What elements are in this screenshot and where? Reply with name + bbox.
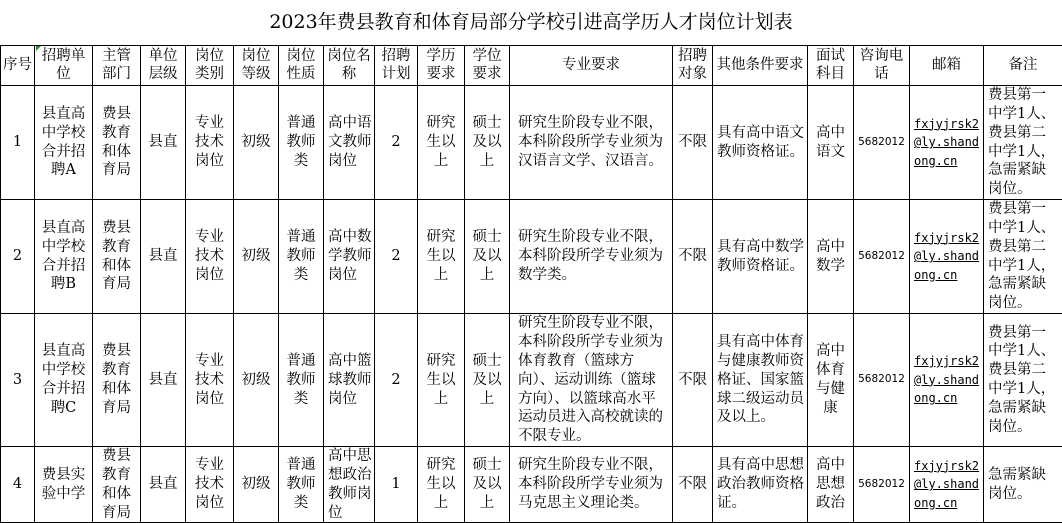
cell-level: 县直 [141, 447, 186, 523]
cell-phone: 5682012 [854, 447, 910, 523]
cell-no: 1 [1, 86, 35, 200]
header-cell-major: 专业要求 [510, 46, 673, 86]
cell-no: 4 [1, 447, 35, 523]
header-cell-no: 序号 [1, 46, 35, 86]
header-cell-unit: 招聘单位 [35, 46, 93, 86]
cell-unit: 县直高中学校合并招聘A [35, 86, 93, 200]
table-row [1, 447, 1062, 523]
cell-degree: 硕士及以上 [465, 200, 510, 314]
cell-level: 县直 [141, 314, 186, 447]
cell-marker-icon [36, 46, 41, 51]
email-link[interactable]: fxjyjrsk2@ly.shandong.cn [910, 86, 984, 200]
cell-phone: 5682012 [854, 314, 910, 447]
header-row [1, 46, 1062, 86]
cell-category: 专业技术岗位 [186, 314, 234, 447]
cell-dept: 费县教育和体育局 [93, 314, 141, 447]
cell-major: 研究生阶段专业不限，本科阶段所学专业须为体育教育（篮球方向）、运动训练（篮球方向）、以篮球高水平运动员进入高校就读的不限专业。 [510, 314, 673, 447]
header-cell-target: 招聘对象 [673, 46, 713, 86]
cell-nature: 普通教师类 [279, 447, 324, 523]
cell-dept: 费县教育和体育局 [93, 86, 141, 200]
cell-name: 高中思想政治教师岗位 [324, 447, 375, 523]
cell-category: 专业技术岗位 [186, 86, 234, 200]
cell-edu: 研究生以上 [418, 86, 465, 200]
header-cell-email: 邮箱 [910, 46, 984, 86]
cell-dept: 费县教育和体育局 [93, 447, 141, 523]
table-row [1, 86, 1062, 200]
header-cell-grade: 岗位等级 [234, 46, 279, 86]
cell-note: 费县第一中学1人、费县第二中学1人，急需紧缺岗位。 [984, 200, 1062, 314]
cell-degree: 硕士及以上 [465, 86, 510, 200]
cell-target: 不限 [673, 86, 713, 200]
cell-plan: 1 [375, 447, 418, 523]
cell-no: 2 [1, 200, 35, 314]
cell-target: 不限 [673, 314, 713, 447]
header-cell-dept: 主管部门 [93, 46, 141, 86]
cell-nature: 普通教师类 [279, 314, 324, 447]
cell-degree: 硕士及以上 [465, 314, 510, 447]
cell-other: 具有高中思想政治教师资格证。 [713, 447, 808, 523]
cell-nature: 普通教师类 [279, 200, 324, 314]
header-cell-category: 岗位类别 [186, 46, 234, 86]
cell-grade: 初级 [234, 200, 279, 314]
cell-other: 具有高中体育与健康教师资格证、国家篮球二级运动员及以上。 [713, 314, 808, 447]
cell-name: 高中篮球教师岗位 [324, 314, 375, 447]
cell-plan: 2 [375, 200, 418, 314]
cell-target: 不限 [673, 200, 713, 314]
table-row [1, 200, 1062, 314]
email-link[interactable]: fxjyjrsk2@ly.shandong.cn [910, 447, 984, 523]
cell-category: 专业技术岗位 [186, 447, 234, 523]
cell-grade: 初级 [234, 314, 279, 447]
cell-subject: 高中语文 [808, 86, 854, 200]
cell-unit: 费县实验中学 [35, 447, 93, 523]
cell-note: 急需紧缺岗位。 [984, 447, 1062, 523]
cell-degree: 硕士及以上 [465, 447, 510, 523]
cell-plan: 2 [375, 86, 418, 200]
header-cell-degree: 学位要求 [465, 46, 510, 86]
header-cell-name: 岗位名称 [324, 46, 375, 86]
recruitment-table [0, 45, 1062, 523]
cell-no: 3 [1, 314, 35, 447]
cell-plan: 2 [375, 314, 418, 447]
cell-name: 高中数学教师岗位 [324, 200, 375, 314]
cell-subject: 高中体育与健康 [808, 314, 854, 447]
cell-edu: 研究生以上 [418, 447, 465, 523]
cell-level: 县直 [141, 86, 186, 200]
cell-subject: 高中数学 [808, 200, 854, 314]
cell-grade: 初级 [234, 447, 279, 523]
cell-note: 费县第一中学1人、费县第二中学1人，急需紧缺岗位。 [984, 314, 1062, 447]
table-row [1, 314, 1062, 447]
cell-phone: 5682012 [854, 200, 910, 314]
header-cell-level: 单位层级 [141, 46, 186, 86]
cell-level: 县直 [141, 200, 186, 314]
cell-major: 研究生阶段专业不限，本科阶段所学专业须为数学类。 [510, 200, 673, 314]
page-title: 2023年费县教育和体育局部分学校引进高学历人才岗位计划表 [0, 0, 1062, 45]
cell-nature: 普通教师类 [279, 86, 324, 200]
cell-note: 费县第一中学1人、费县第二中学1人，急需紧缺岗位。 [984, 86, 1062, 200]
header-cell-nature: 岗位性质 [279, 46, 324, 86]
cell-phone: 5682012 [854, 86, 910, 200]
cell-edu: 研究生以上 [418, 314, 465, 447]
header-cell-phone: 咨询电话 [854, 46, 910, 86]
email-link[interactable]: fxjyjrsk2@ly.shandong.cn [910, 200, 984, 314]
header-cell-subject: 面试科目 [808, 46, 854, 86]
cell-unit: 县直高中学校合并招聘B [35, 200, 93, 314]
cell-major: 研究生阶段专业不限，本科阶段所学专业须为马克思主义理论类。 [510, 447, 673, 523]
header-cell-other: 其他条件要求 [713, 46, 808, 86]
cell-other: 具有高中数学教师资格证。 [713, 200, 808, 314]
cell-subject: 高中思想政治 [808, 447, 854, 523]
cell-dept: 费县教育和体育局 [93, 200, 141, 314]
cell-name: 高中语文教师岗位 [324, 86, 375, 200]
cell-grade: 初级 [234, 86, 279, 200]
cell-major: 研究生阶段专业不限，本科阶段所学专业须为汉语言文学、汉语言。 [510, 86, 673, 200]
header-cell-edu: 学历要求 [418, 46, 465, 86]
cell-unit: 县直高中学校合并招聘C [35, 314, 93, 447]
cell-target: 不限 [673, 447, 713, 523]
cell-edu: 研究生以上 [418, 200, 465, 314]
cell-category: 专业技术岗位 [186, 200, 234, 314]
header-cell-plan: 招聘计划 [375, 46, 418, 86]
email-link[interactable]: fxjyjrsk2@ly.shandong.cn [910, 314, 984, 447]
cell-other: 具有高中语文教师资格证。 [713, 86, 808, 200]
header-cell-note: 备注 [984, 46, 1062, 86]
